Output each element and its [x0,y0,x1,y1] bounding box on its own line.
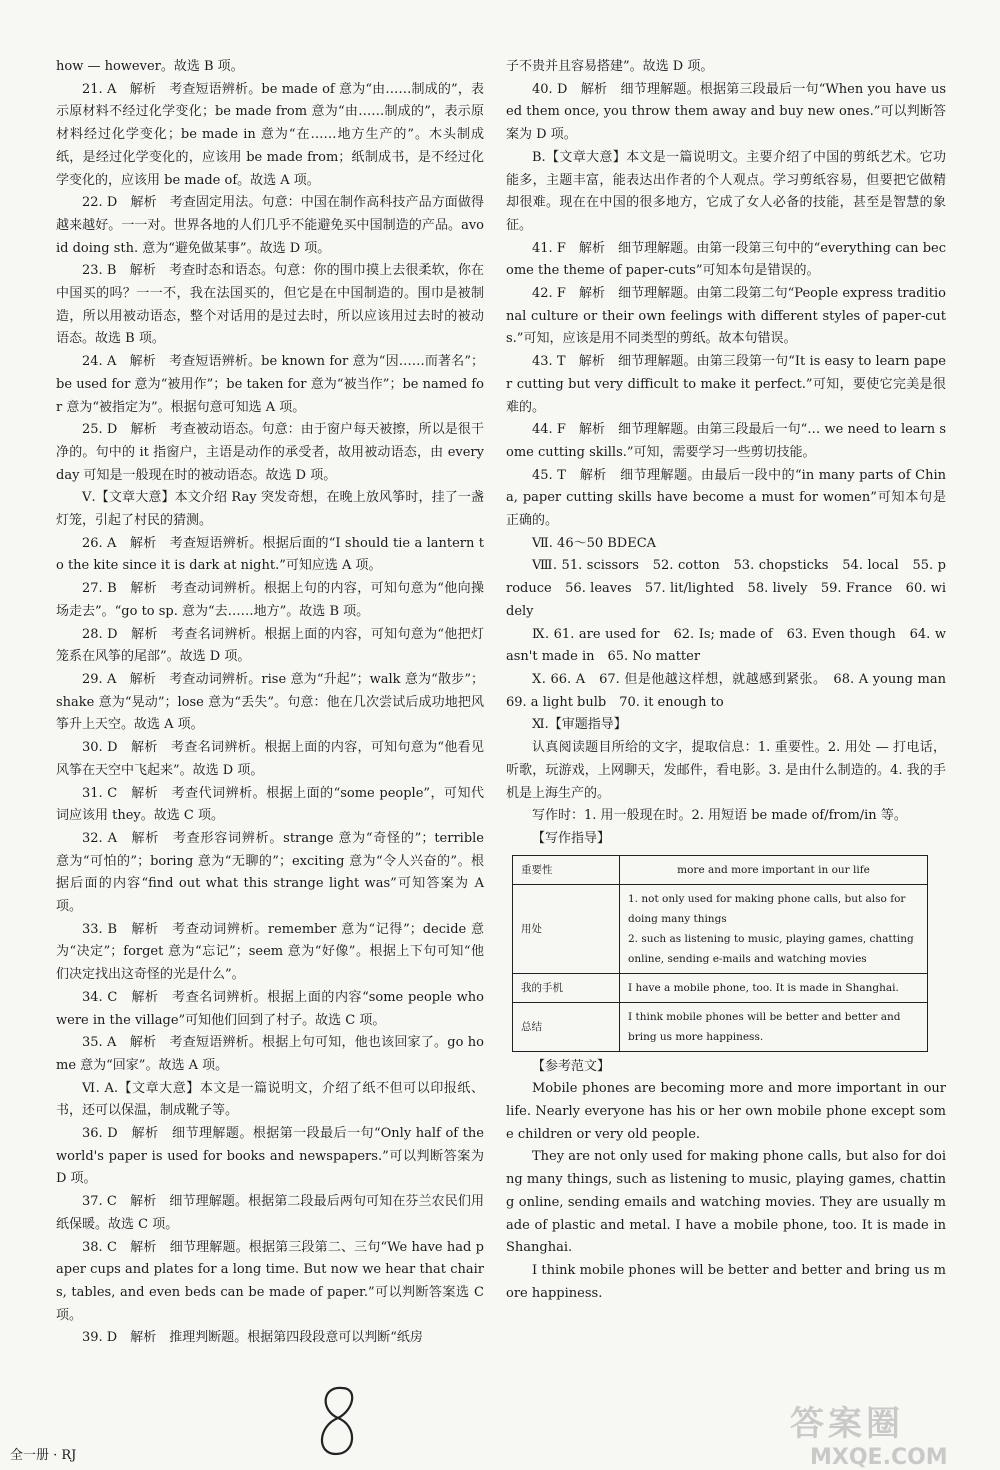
page-number [302,1380,372,1460]
paragraph: Ⅴ.【文章大意】本文介绍 Ray 突发奇想，在晚上放风筝时，挂了一盏灯笼，引起了村民的猜测。 [56,490,484,529]
table-key-cell: 我的手机 [513,973,620,1002]
paragraph: 【写作指导】 [532,830,611,846]
paragraph: 28. D 解析 考查名词辨析。根据上面的内容，可知句意为“他把灯笼系在风筝的尾部”。故选 D 项。 [56,626,484,665]
paragraph: 22. D 解析 考查固定用法。句意：中国在制作高科技产品方面做得越来越好。一一对。世界各地的人们几乎不能避免买中国制造的产品。avoid doing sth. 意为“避免做某事”。故选 D 项。 [56,195,484,256]
paragraph: I think mobile phones will be better and better and bring us more happiness. [506,1262,946,1301]
table-value-cell: 1. not only used for making phone calls, but also for doing many things 2. such as listening to music, playing games, chatting online, sending e-mails and watching movies [620,884,928,973]
table-value-cell: more and more important in our life [620,855,928,884]
footer-label: 全一册 · RJ [10,1448,77,1463]
sample-essay [506,1056,946,1306]
paragraph: 42. F 解析 细节理解题。由第二段第二句“People express traditional culture or their own feelings with different styles of paper-cuts.”可知，应该是用不同类型的剪纸。故本句错误。 [506,286,946,347]
paragraph: 32. A 解析 考查形容词辨析。strange 意为“奇怪的”；terrible 意为“可怕的”；boring 意为“无聊的”；exciting 意为“令人兴奋的”。根据后面的内容“find out what this strange light was”可知答案为 A 项。 [56,830,484,915]
paragraph: B.【文章大意】本文是一篇说明文。主要介绍了中国的剪纸艺术。它功能多，主题丰富，能表达出作者的个人观点。学习剪纸容易，但要把它做精却很难。现在在中国的很多地方，它成了女人必备的技能，甚至是智慧的象征。 [506,149,946,233]
paragraph: Mobile phones are becoming more and more important in our life. Nearly everyone has his or her own mobile phone except some children or very old people. [506,1081,946,1142]
table-key-cell: 重要性 [513,855,620,884]
paragraph: 31. C 解析 考查代词辨析。根据上面的“some people”，可知代词应该用 they。故选 C 项。 [56,785,484,824]
paragraph: 39. D 解析 推理判断题。根据第四段段意可以判断“纸房 [82,1330,423,1346]
table-key-cell: 用处 [513,884,620,973]
page-number-handwritten [302,1380,372,1460]
paragraph: 33. B 解析 考查动词辨析。remember 意为“记得”；decide 意为“决定”；forget 意为“忘记”；seem 意为“好像”。根据上下句可知“他们决定找出这奇怪的光是什么”。 [56,921,484,983]
paragraph: 43. T 解析 细节理解题。由第三段第一句“It is easy to learn paper cutting but very difficult to make it perfect.”可知，要使它完美是很难的。 [506,354,946,415]
paragraph: 26. A 解析 考查短语辨析。根据后面的“I should tie a lantern to the kite since it is dark at night.”可知应选 A 项。 [56,535,484,574]
left-column [56,56,484,1350]
paragraph: 45. T 解析 细节理解题。由最后一段中的“in many parts of China, paper cutting skills have become a must for women”可知本句是正确的。 [506,467,946,529]
paragraph: Ⅺ.【审题指导】 [532,717,627,733]
paragraph: 认真阅读题目所给的文字，提取信息：1. 重要性。2. 用处 — 打电话，听歌，玩游戏，上网聊天，发邮件，看电影。3. 是由什么制造的。4. 我的手机是上海生产的。 [506,740,946,801]
table-row [513,973,928,1002]
table-key-cell: 总结 [513,1002,620,1051]
paragraph: 36. D 解析 细节理解题。根据第一段最后一句“Only half of the world's paper is used for books and newspapers.”可以判断答案为 D 项。 [56,1126,484,1187]
paragraph: 35. A 解析 考查短语辨析。根据上句可知，他也该回家了。go home 意为“回家”。故选 A 项。 [56,1035,484,1073]
paragraph: how — however。故选 B 项。 [56,59,244,74]
paragraph: Ⅵ. A.【文章大意】本文是一篇说明文，介绍了纸不但可以印报纸、书，还可以保温，制成靴子等。 [56,1080,484,1119]
writing-guide-table [512,855,928,1052]
table-row [513,1002,928,1051]
paragraph: 37. C 解析 细节理解题。根据第二段最后两句可知在芬兰农民们用纸保暖。故选 C 项。 [56,1194,484,1232]
table-row [513,855,928,884]
paragraph: 【参考范文】 [532,1058,611,1074]
paragraph: They are not only used for making phone calls, but also for doing many things, such as listening to music, playing games, chatting online, sending emails and watching movies. They are usually made of plastic and metal. I have a mobile phone, too. It is made in Shanghai. [506,1149,946,1256]
table-value-cell: I think mobile phones will be better and better and bring us more happiness. [620,1002,928,1051]
watermark-logo-text: 答案圈 [790,1404,904,1444]
paragraph: 23. B 解析 考查时态和语态。句意：你的围巾摸上去很柔软，你在中国买的吗？一一不，我在法国买的，但它是在中国制造的。围巾是被制造，所以用被动语态，整个对话用的是过去时，所以应该用过去时的被动语态。故选 B 项。 [56,263,484,347]
paragraph: Ⅸ. 61. are used for 62. Is; made of 63. Even though 64. wasn't made in 65. No matter [506,626,946,665]
paragraph: 38. C 解析 细节理解题。根据第三段第二、三句“We have had paper cups and plates for a long time. But now we hear that chairs, tables, and even beds can be made of paper.”可以判断答案选 C 项。 [56,1239,484,1323]
table-row [513,884,928,973]
paragraph: 21. A 解析 考查短语辨析。be made of 意为“由……制成的”，表示原材料不经过化学变化；be made from 意为“由……制成的”，表示原材料经过化学变化；be made in 意为“在……地方生产的”。木头制成纸，是经过化学变化的，应该用 be made from；纸制成书，是不经过化学变化的，应该用 be made of。故选 A 项。 [56,81,484,188]
right-column-top [506,56,960,851]
paragraph: 40. D 解析 细节理解题。根据第三段最后一句“When you have used them once, you throw them away and buy new ones.”可以判断答案为 D 项。 [506,81,946,143]
right-column [506,56,960,1305]
paragraph: Ⅹ. 66. A 67. 但是他越这样想，就越感到紧张。 68. A young man 69. a light bulb 70. it enough to [506,671,960,710]
paragraph: 41. F 解析 细节理解题。由第一段第三句中的“everything can become the theme of paper-cuts”可知本句是错误的。 [506,240,946,279]
paragraph: Ⅷ. 51. scissors 52. cotton 53. chopsticks 54. local 55. produce 56. leaves 57. lit/lighted 58. lively 59. France 60. widely [506,558,946,619]
watermark-logo [790,1396,980,1470]
paragraph: 写作时：1. 用一般现在时。2. 用短语 be made of/from/in 等。 [532,808,907,824]
paragraph: Ⅶ. 46～50 BDECA [532,535,657,551]
paragraph: 34. C 解析 考查名词辨析。根据上面的内容“some people who were in the village”可知他们回到了村子。故选 C 项。 [56,989,484,1028]
paragraph: 24. A 解析 考查短语辨析。be known for 意为“因……而著名”；be used for 意为“被用作”；be taken for 意为“被当作”；be named for 意为“被指定为”。根据句意可知选 A 项。 [56,354,484,415]
paragraph: 27. B 解析 考查动词辨析。根据上句的内容，可知句意为“他向操场走去”。“go to sp. 意为“去……地方”。故选 B 项。 [56,581,484,619]
paragraph: 子不贵并且容易搭建”。故选 D 项。 [506,59,714,74]
table-value-cell: I have a mobile phone, too. It is made in Shanghai. [620,973,928,1002]
paragraph: 25. D 解析 考查被动语态。句意：由于窗户每天被擦，所以是很干净的。句中的 it 指窗户，主语是动作的承受者，故用被动语态，由 every day 可知是一般现在时的被动语态。故选 D 项。 [56,422,484,483]
paragraph: 44. F 解析 细节理解题。由第三段最后一句“… we need to learn some cutting skills.”可知，需要学习一些剪切技能。 [506,422,946,460]
paragraph: 29. A 解析 考查动词辨析。rise 意为“升起”；walk 意为“散步”；shake 意为“晃动”；lose 意为“丢失”。句意：他在几次尝试后成功地把风筝升上天空。故选 A 项。 [56,671,484,733]
watermark-url: MXQE.COM [810,1445,948,1470]
paragraph: 30. D 解析 考查名词辨析。根据上面的内容，可知句意为“他看见风筝在天空中飞起来”。故选 D 项。 [56,740,484,778]
